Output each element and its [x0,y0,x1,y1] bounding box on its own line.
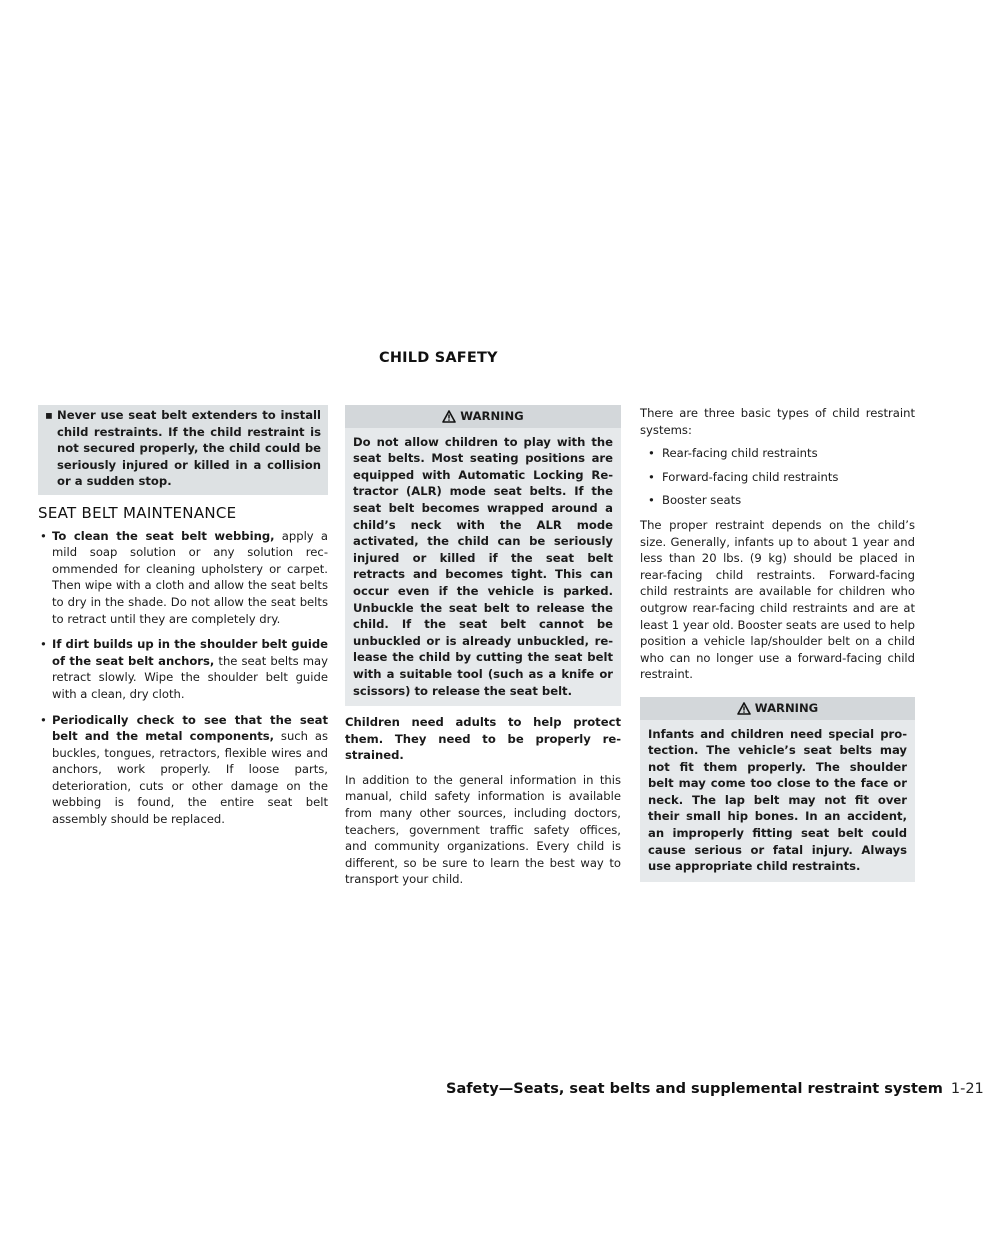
warning-triangle-icon [442,410,456,423]
list-item-text: Rear-facing child restraints [662,446,818,461]
page-footer [446,1081,984,1097]
warning-body: Infants and children need special protection. The vehicle’s seat belts may not fit them properly. The shoulder belt may come too close to the face or neck. The lap belt may not fit over their small hip bones. In an accident, an improperly fitting seat belt could cause serious or fatal injury. Always use appropriate child restraints. [640,720,915,882]
list-item [648,469,915,486]
bullet-icon: • [648,446,655,461]
bullet-icon: ▪ [45,408,53,422]
column-1 [38,405,328,837]
list-item [648,445,915,462]
intro-paragraph: There are three basic types of child restraint systems: [640,406,915,437]
maintenance-heading: SEAT BELT MAINTENANCE [38,503,237,522]
bullet-icon: • [648,469,655,484]
list-item-body: such as buckles, tongues, retractors, flexible wires and anchors, work properly. If loose parts, deterioration, cuts or other damage on the webbing is found, the entire seat belt assembly should be replaced. [52,729,328,827]
list-item [38,712,328,828]
bullet-icon: • [40,712,47,727]
warning-header [640,697,915,720]
bullet-icon: • [648,493,655,508]
list-item-text: Forward-facing child restraints [662,469,839,484]
list-item-text [52,636,328,702]
warning-label: WARNING [754,700,819,715]
warning-bullet-box [38,405,328,495]
list-item [648,492,915,509]
warning-header [345,405,621,428]
bullet-icon: • [40,637,47,652]
footer-title: Safety—Seats, seat belts and supplemental restraint system [446,1081,943,1097]
paragraph: The proper restraint depends on the child’s size. Generally, infants up to about 1 year and less than 20 lbs. (9 kg) should be placed in rear-facing child restraints. Forward-facing child restraints are available for children who outgrow rear-facing child restraints and are at least 1 year old. Booster seats are used to help position a vehicle lap/shoulder belt on a child who can no longer use a forward-facing child restraint. [640,517,915,682]
column-3 [640,405,915,882]
bold-paragraph: Children need adults to help protect them. They need to be properly restrained. [345,715,621,763]
list-item-body: apply a mild soap solution or any solution recommended for cleaning upholstery or carpet. Then wipe with a cloth and allow the seat belts to dry in the shade. Do not allow the seat belts to retract until they are completely dry. [52,528,328,626]
paragraph: In addition to the general information in this manual, child safety information is available from many other sources, including doctors, teachers, government traffic safety offices, and community organizations. Every child is different, so be sure to learn the best way to transport your child. [345,772,621,887]
list-item-bold: If dirt builds up in the shoulder belt guide of the seat belt anchors, [52,637,328,668]
warning-label: WARNING [460,409,524,423]
page-number: 1-21 [950,1081,984,1097]
warning-body: Do not allow children to play with the seat belts. Most seating positions are equipped with Automatic Locking Retractor (ALR) mode seat belts. If the seat belt becomes wrapped around a child’s neck with the ALR mode activated, the child can be seriously injured or killed if the seat belt retracts and becomes tight. This can occur even if the vehicle is parked. Unbuckle the seat belt to release the child. If the seat belt cannot be unbuckled or is already unbuckled, release the child by cutting the seat belt with a suitable tool (such as a knife or scissors) to release the seat belt. [345,428,621,707]
list-item-bold: To clean the seat belt webbing, [52,528,275,543]
list-item [38,636,328,702]
list-item-body: the seat belts may retract slowly. Wipe the shoulder belt guide with a clean, dry cloth. [52,653,328,701]
column-2 [345,405,621,888]
list-item [38,528,328,628]
list-item-text [52,712,328,828]
warning-triangle-icon [737,702,751,715]
list-item-text: Booster seats [662,493,742,508]
warning-bullet [45,407,321,490]
list-item-text [52,528,328,628]
bullet-icon: • [40,528,47,543]
list-item-bold: Periodically check to see that the seat belt and the metal components, [52,712,328,744]
warning-bullet-text: Never use seat belt extenders to install child restraints. If the child restraint is not secured properly, the child could be seriously injured or killed in a collision or a sudden stop. [57,408,321,489]
section-title: CHILD SAFETY [379,350,498,366]
